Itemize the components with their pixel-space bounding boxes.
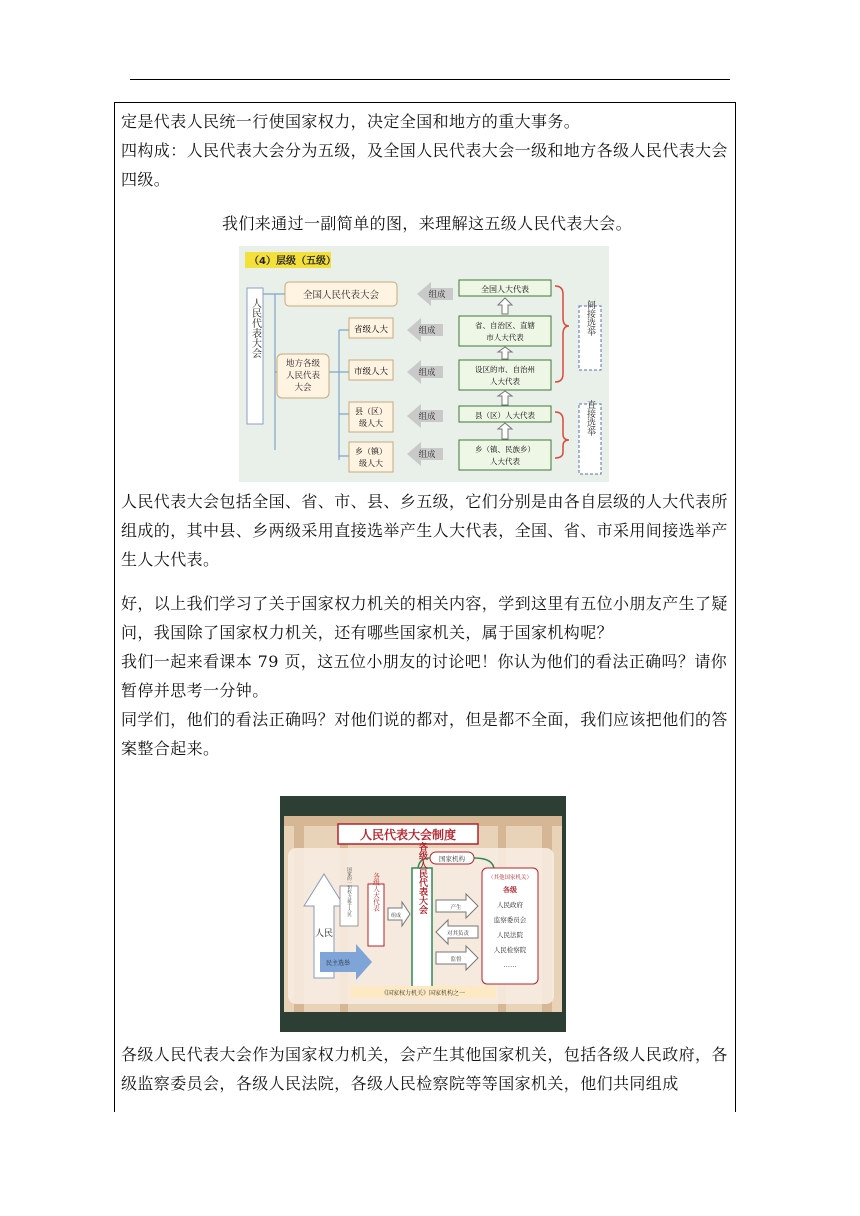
fig2-organs-title: 各级 <box>503 886 517 894</box>
paragraph-6: 我们一起来看课本 79 页，这五位小朋友的讨论吧！你认为他们的看法正确吗？请你暂停并思考一分钟。 <box>121 652 728 700</box>
system-diagram <box>280 796 566 1032</box>
fig2-top-label: 国家机构 <box>439 855 465 863</box>
deputy-label-national: 全国人大代表 <box>481 285 529 294</box>
deputy-label-city-2: 人大代表 <box>490 377 520 386</box>
fig2-deputies-label: 各级人大代表 <box>372 872 380 912</box>
level-label-township-2: 级人大 <box>359 459 383 468</box>
deputy-label-province-2: 市人大代表 <box>486 333 524 342</box>
paragraph-4: 人民代表大会包括全国、省、市、县、乡五级，它们分别是由各自层级的人大代表所组成的，其中县、乡两级采用直接选举产生人大代表，全国、省、市采用间接选举产生人大代表。 <box>121 492 728 569</box>
level-label-province: 省级人大 <box>353 325 389 335</box>
local-congress-line2: 人民代表 <box>285 371 321 381</box>
deputy-label-township-2: 人大代表 <box>490 457 520 466</box>
level-label-township-1: 乡（镇） <box>355 447 387 456</box>
level-boxes <box>349 318 393 472</box>
fig2-arrow-label-3: 监督 <box>450 957 462 963</box>
fig2-people-label: 人民 <box>314 929 334 939</box>
paragraph-3: 我们来通过一副简单的图，来理解这五级人民代表大会。 <box>221 214 632 233</box>
paragraph-7: 同学们，他们的看法正确吗？对他们说的都对，但是都不全面，我们应该把他们的答案整合起来。 <box>121 710 728 758</box>
fig2-elect-label: 民主选举 <box>325 960 351 967</box>
level-label-county-2: 级人大 <box>359 419 383 428</box>
paragraph-1: 定是代表人民统一行使国家权力，决定全国和地方的重大事务。 <box>121 112 581 131</box>
diagram-heading: （4）层级（五级） <box>249 256 336 267</box>
fig2-organs-head: （其他国家机关） <box>487 875 533 881</box>
fig2-organ-3: 人民法院 <box>497 931 523 939</box>
fig2-organ-2: 监察委员会 <box>493 916 527 924</box>
deputy-label-province-1: 省、自治区、直辖 <box>475 321 535 330</box>
table-cell <box>114 102 736 1112</box>
fig2-footer: 《国家权力机关》国家机构之一 <box>380 990 466 997</box>
compose-label-3: 组成 <box>418 368 436 378</box>
deputy-label-county: 县（区）人大代表 <box>475 411 535 420</box>
fig2-arrow-label-1: 产生 <box>450 905 462 911</box>
paragraph-2: 四构成：人民代表大会分为五级，及全国人民代表大会一级和地方各级人民代表大会四级。 <box>121 141 728 189</box>
level-label-city: 市级人大 <box>353 367 389 377</box>
national-congress-label: 全国人民代表大会 <box>302 290 380 301</box>
local-congress-line3: 大会 <box>294 383 312 393</box>
fig2-organ-4: 人民检察院 <box>493 946 527 954</box>
fig2-title: 人民代表大会制度 <box>359 828 457 842</box>
figure-congress-levels <box>239 246 609 482</box>
fig2-congress-label: 各级人民代表大会 <box>417 842 427 914</box>
fig2-organ-1: 人民政府 <box>497 901 523 909</box>
levels-diagram <box>239 246 609 482</box>
fig2-note: 国家的一切权力属于人民 <box>346 867 352 917</box>
compose-label-4: 组成 <box>418 412 436 422</box>
direct-election-label: 直接选举 <box>585 400 595 436</box>
deputy-label-township-1: 乡（镇、民族乡） <box>475 445 535 454</box>
paragraph-5: 好，以上我们学习了关于国家权力机关的相关内容，学到这里有五位小朋友产生了疑问，我国除了国家权力机关，还有哪些国家机关，属于国家机构呢？ <box>121 594 728 642</box>
fig2-compose-label: 组成 <box>390 913 402 919</box>
paragraph-8: 各级人民代表大会作为国家权力机关，会产生其他国家机关，包括各级人民政府，各级监察委员会，各级人民法院，各级人民检察院等等国家机关，他们共同组成 <box>121 1045 728 1093</box>
local-congress-line1: 地方各级 <box>285 359 321 369</box>
level-label-county-1: 县（区） <box>355 407 387 416</box>
indirect-election-label: 间接选举 <box>585 300 595 336</box>
compose-label-2: 组成 <box>418 326 436 336</box>
indirect-bracket <box>555 286 569 382</box>
figure-congress-system <box>280 796 566 1032</box>
root-label: 人民代表大会 <box>249 298 261 358</box>
page-header-rule <box>130 79 730 80</box>
direct-bracket <box>555 412 569 458</box>
fig2-arrow-label-2: 对其负责 <box>446 931 470 937</box>
compose-label-5: 组成 <box>418 450 436 460</box>
deputy-label-city-1: 设区的市、自治州 <box>475 365 535 374</box>
fig2-organ-5: …… <box>503 961 517 969</box>
compose-label-1: 组成 <box>428 290 446 300</box>
